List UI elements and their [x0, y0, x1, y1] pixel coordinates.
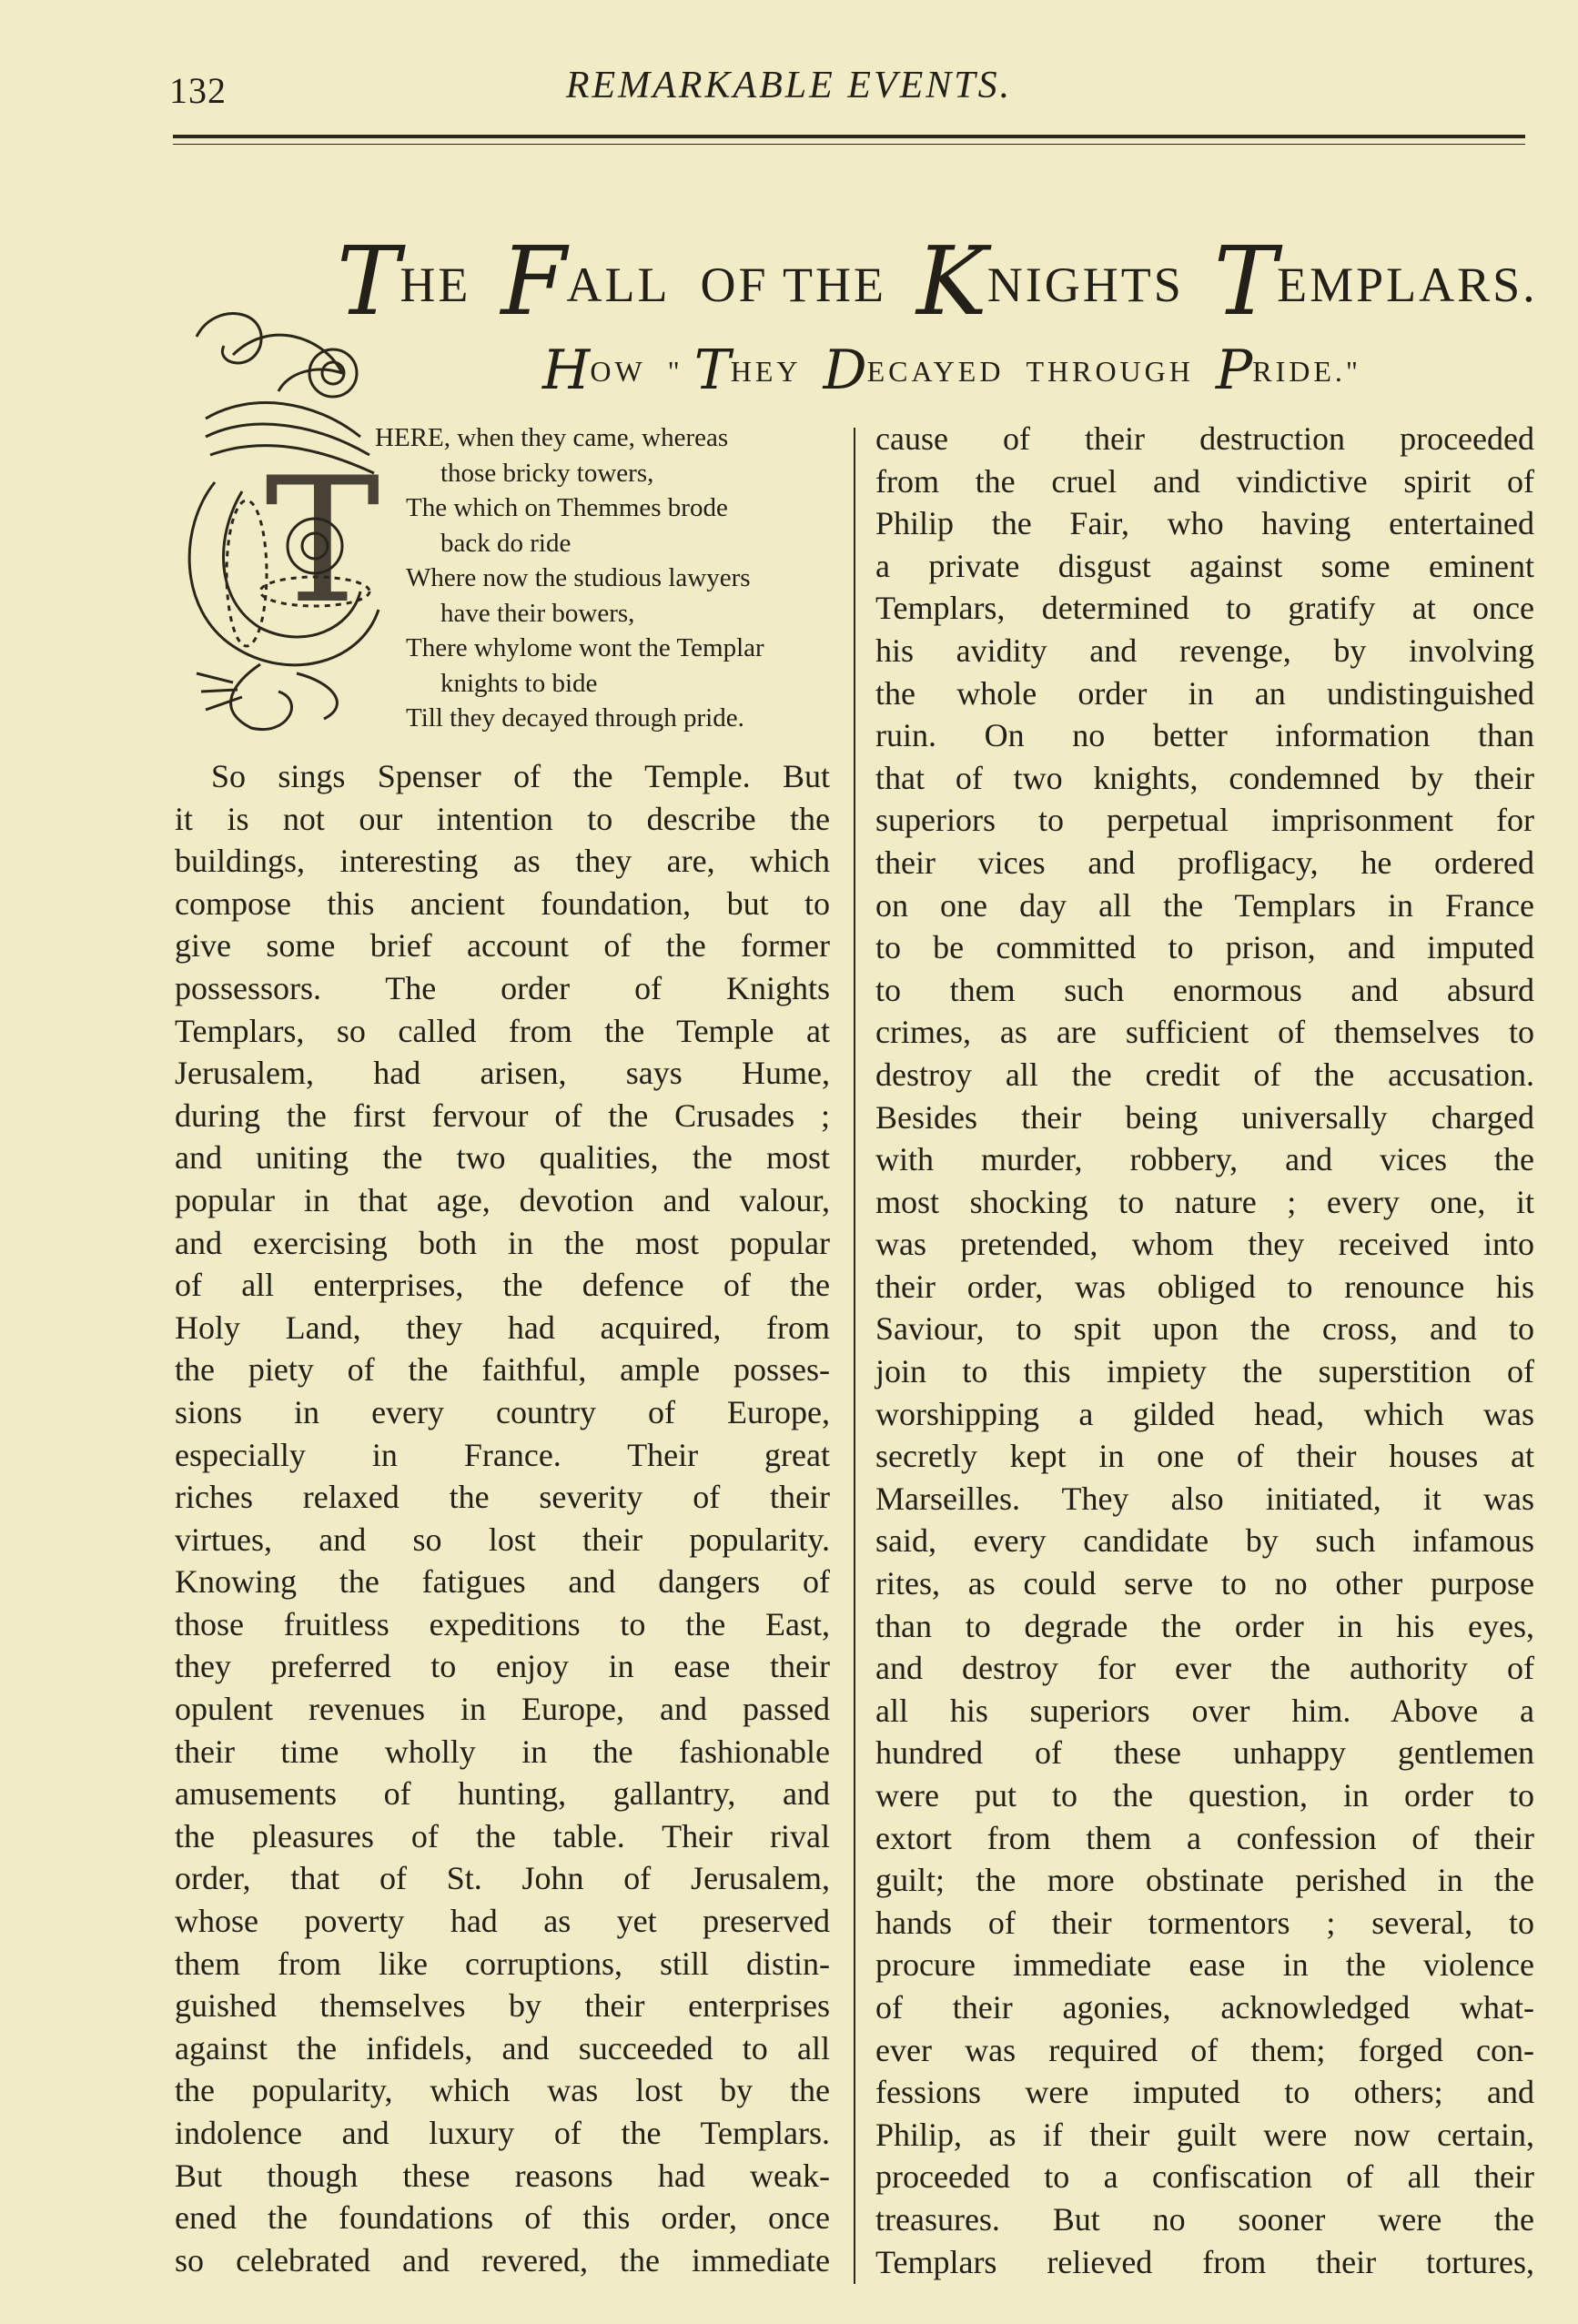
text-line: extort from them a confession of their	[875, 1819, 1534, 1856]
text-line: the popularity, which was lost by the	[175, 2072, 830, 2109]
text-line: Knowing the fatigues and dangers of	[175, 1563, 830, 1601]
text-line: popular in that age, devotion and valour,	[175, 1181, 830, 1218]
text-line: of their agonies, acknowledged what-	[875, 1988, 1534, 2026]
text-line: Besides their being universally charged	[875, 1098, 1534, 1136]
subtitle-cap: P	[1215, 338, 1253, 402]
text-line: So sings Spenser of the Temple. But	[211, 758, 830, 794]
text-line: worshipping a gilded head, which was	[875, 1395, 1534, 1432]
subtitle-word: ECAYED	[866, 355, 1005, 388]
left-column	[175, 755, 830, 2281]
text-line: give some brief account of the former	[175, 927, 830, 965]
text-line: Jerusalem, had arisen, says Hume,	[175, 1055, 830, 1092]
text-line: a private disgust against some eminent	[875, 547, 1534, 584]
page-number: 132	[169, 70, 227, 111]
text-line: their time wholly in the fashionable	[175, 1733, 830, 1770]
text-line: buildings, interesting as they are, which	[175, 843, 830, 880]
subtitle-cap: H	[542, 338, 591, 402]
text-line: the pleasures of the table. Their rival	[175, 1817, 830, 1854]
title-word: OF THE	[700, 258, 887, 312]
text-line: whose poverty had as yet preserved	[175, 1903, 830, 1940]
verse-line: HERE, when they came, whereas	[375, 423, 729, 452]
text-line: and destroy for ever the authority of	[875, 1650, 1534, 1687]
text-line: it is not our intention to describe the	[175, 800, 830, 837]
title-cap: T	[1213, 226, 1278, 337]
header-rule-thick	[173, 135, 1525, 138]
ornament-tail	[297, 673, 337, 719]
text-line: rites, as could serve to no other purpose	[875, 1565, 1534, 1602]
verse-block	[375, 420, 834, 736]
text-line: sions in every country of Europe,	[175, 1393, 830, 1430]
title-cap: K	[916, 226, 987, 337]
text-line: to them such enormous and absurd	[875, 971, 1534, 1008]
text-line: to be committed to prison, and imputed	[875, 929, 1534, 966]
text-line: Templars, so called from the Temple at	[175, 1012, 830, 1049]
text-line: and exercising both in the most popular	[175, 1224, 830, 1261]
text-line: But though these reasons had weak-	[175, 2157, 830, 2194]
text-line: against the infidels, and succeeded to all	[175, 2029, 830, 2066]
text-line: from the cruel and vindictive spirit of	[875, 462, 1534, 500]
ornament-frond	[206, 403, 360, 437]
text-line: their vices and profligacy, he ordered	[875, 844, 1534, 881]
text-line: said, every candidate by such infamous	[875, 1522, 1534, 1560]
text-line: them from like corruptions, still distin-	[175, 1945, 830, 1982]
subtitle-word: OW	[590, 355, 646, 388]
text-line: Marseilles. They also initiated, it was	[875, 1480, 1534, 1517]
text-line: their order, was obliged to renounce his	[875, 1268, 1534, 1305]
text-line: Saviour, to spit upon the cross, and to	[875, 1310, 1534, 1348]
text-line: than to degrade the order in his eyes,	[875, 1607, 1534, 1644]
text-line: on one day all the Templars in France	[875, 886, 1534, 924]
title-word: NIGHTS	[986, 258, 1184, 312]
verse-line: back do ride	[440, 528, 572, 558]
title-cap: T	[337, 226, 400, 337]
subtitle-cap: D	[823, 338, 867, 402]
text-line: procure immediate ease in the violence	[875, 1946, 1534, 1984]
text-line: the piety of the faithful, ample posses-	[175, 1351, 830, 1389]
text-line: fessions were imputed to others; and	[875, 2074, 1534, 2111]
text-line: compose this ancient foundation, but to	[175, 884, 830, 922]
text-line: Philip, as if their guilt were now certain,	[875, 2116, 1534, 2153]
text-line: Holy Land, they had acquired, from	[175, 1309, 830, 1346]
subtitle-cap: T	[693, 338, 731, 402]
text-line: riches relaxed the severity of their	[175, 1479, 830, 1516]
verse-line: There whylome wont the Templar	[406, 633, 764, 662]
text-line: most shocking to nature ; every one, it	[875, 1183, 1534, 1220]
text-line: ruin. On no better information than	[875, 717, 1534, 754]
text-line: crimes, as are sufficient of themselves to	[875, 1014, 1534, 1051]
subtitle-word: THROUGH	[1026, 355, 1194, 388]
running-head: REMARKABLE EVENTS.	[565, 65, 1013, 106]
title-cap: F	[501, 226, 567, 337]
text-line: of all enterprises, the defence of the	[175, 1267, 830, 1304]
subtitle-word: HEY	[730, 355, 802, 388]
verse-line: knights to bide	[440, 668, 598, 698]
drop-cap-letter: T	[265, 440, 380, 642]
text-line: his avidity and revenge, by involving	[875, 632, 1534, 669]
title-word: EMPLARS.	[1277, 258, 1538, 312]
text-line: that of two knights, condemned by their	[875, 759, 1534, 796]
text-line: and uniting the two qualities, the most	[175, 1139, 830, 1177]
right-column	[875, 418, 1534, 2283]
verse-line: Till they decayed through pride.	[406, 703, 744, 733]
text-line: Templars relieved from their tortures,	[875, 2243, 1534, 2280]
header-rule-thin	[173, 144, 1525, 145]
text-line: so celebrated and revered, the immediate	[175, 2241, 830, 2279]
verse-line: The which on Themmes brode	[406, 493, 728, 522]
text-line: virtues, and so lost their popularity.	[175, 1521, 830, 1558]
text-line: Templars, determined to gratify at once	[875, 590, 1534, 627]
text-line: Philip the Fair, who having entertained	[875, 505, 1534, 542]
chapter-subtitle	[542, 338, 1507, 402]
title-word: HE	[400, 258, 471, 312]
text-line: the whole order in an undistinguished	[875, 674, 1534, 712]
text-line: hundred of these unhappy gentlemen	[875, 1734, 1534, 1772]
text-line: especially in France. Their great	[175, 1436, 830, 1473]
text-line: superiors to perpetual imprisonment for	[875, 802, 1534, 839]
verse-line: those bricky towers,	[440, 458, 654, 488]
subtitle-word: RIDE."	[1252, 355, 1361, 388]
text-line: guished themselves by their enterprises	[175, 1987, 830, 2025]
text-line: treasures. But no sooner were the	[875, 2200, 1534, 2238]
text-line: proceeded to a confiscation of all their	[875, 2158, 1534, 2196]
text-line: amusements of hunting, gallantry, and	[175, 1775, 830, 1813]
text-line: hands of their tormentors ; several, to	[875, 1904, 1534, 1941]
chapter-title	[337, 226, 1538, 337]
text-line: join to this impiety the superstition of	[875, 1353, 1534, 1390]
ornament-spray	[197, 673, 242, 710]
text-line: opulent revenues in Europe, and passed	[175, 1691, 830, 1728]
text-line: indolence and luxury of the Templars.	[175, 2115, 830, 2151]
title-word: ALL	[566, 258, 671, 312]
text-line: with murder, robbery, and vices the	[875, 1141, 1534, 1178]
text-line: were put to the question, in order to	[875, 1777, 1534, 1814]
ornament-swirl	[309, 349, 357, 397]
ornamental-drop-cap-icon	[178, 300, 397, 737]
text-line: during the first fervour of the Crusades ;	[175, 1096, 830, 1134]
text-line: secretly kept in one of their houses at	[875, 1438, 1534, 1475]
text-line: they preferred to enjoy in ease their	[175, 1648, 830, 1685]
verse-line: have their bowers,	[440, 598, 635, 628]
ornament-scroll-top	[197, 314, 261, 363]
ornament-beads	[227, 500, 267, 646]
text-line: guilt; the more obstinate perished in the	[875, 1862, 1534, 1899]
subtitle-quote: "	[667, 355, 683, 388]
text-line: order, that of St. John of Jerusalem,	[175, 1860, 830, 1897]
text-line: destroy all the credit of the accusation.	[875, 1056, 1534, 1093]
column-divider	[854, 428, 855, 2284]
text-line: those fruitless expeditions to the East,	[175, 1605, 830, 1642]
text-line: cause of their destruction proceeded	[875, 420, 1534, 457]
text-line: all his superiors over him. Above a	[875, 1692, 1534, 1729]
text-line: was pretended, whom they received into	[875, 1226, 1534, 1263]
verse-line: Where now the studious lawyers	[406, 563, 751, 592]
text-line: possessors. The order of Knights	[175, 969, 830, 1006]
text-line: ever was required of them; forged con-	[875, 2031, 1534, 2068]
text-line: ened the foundations of this order, once	[175, 2199, 830, 2237]
